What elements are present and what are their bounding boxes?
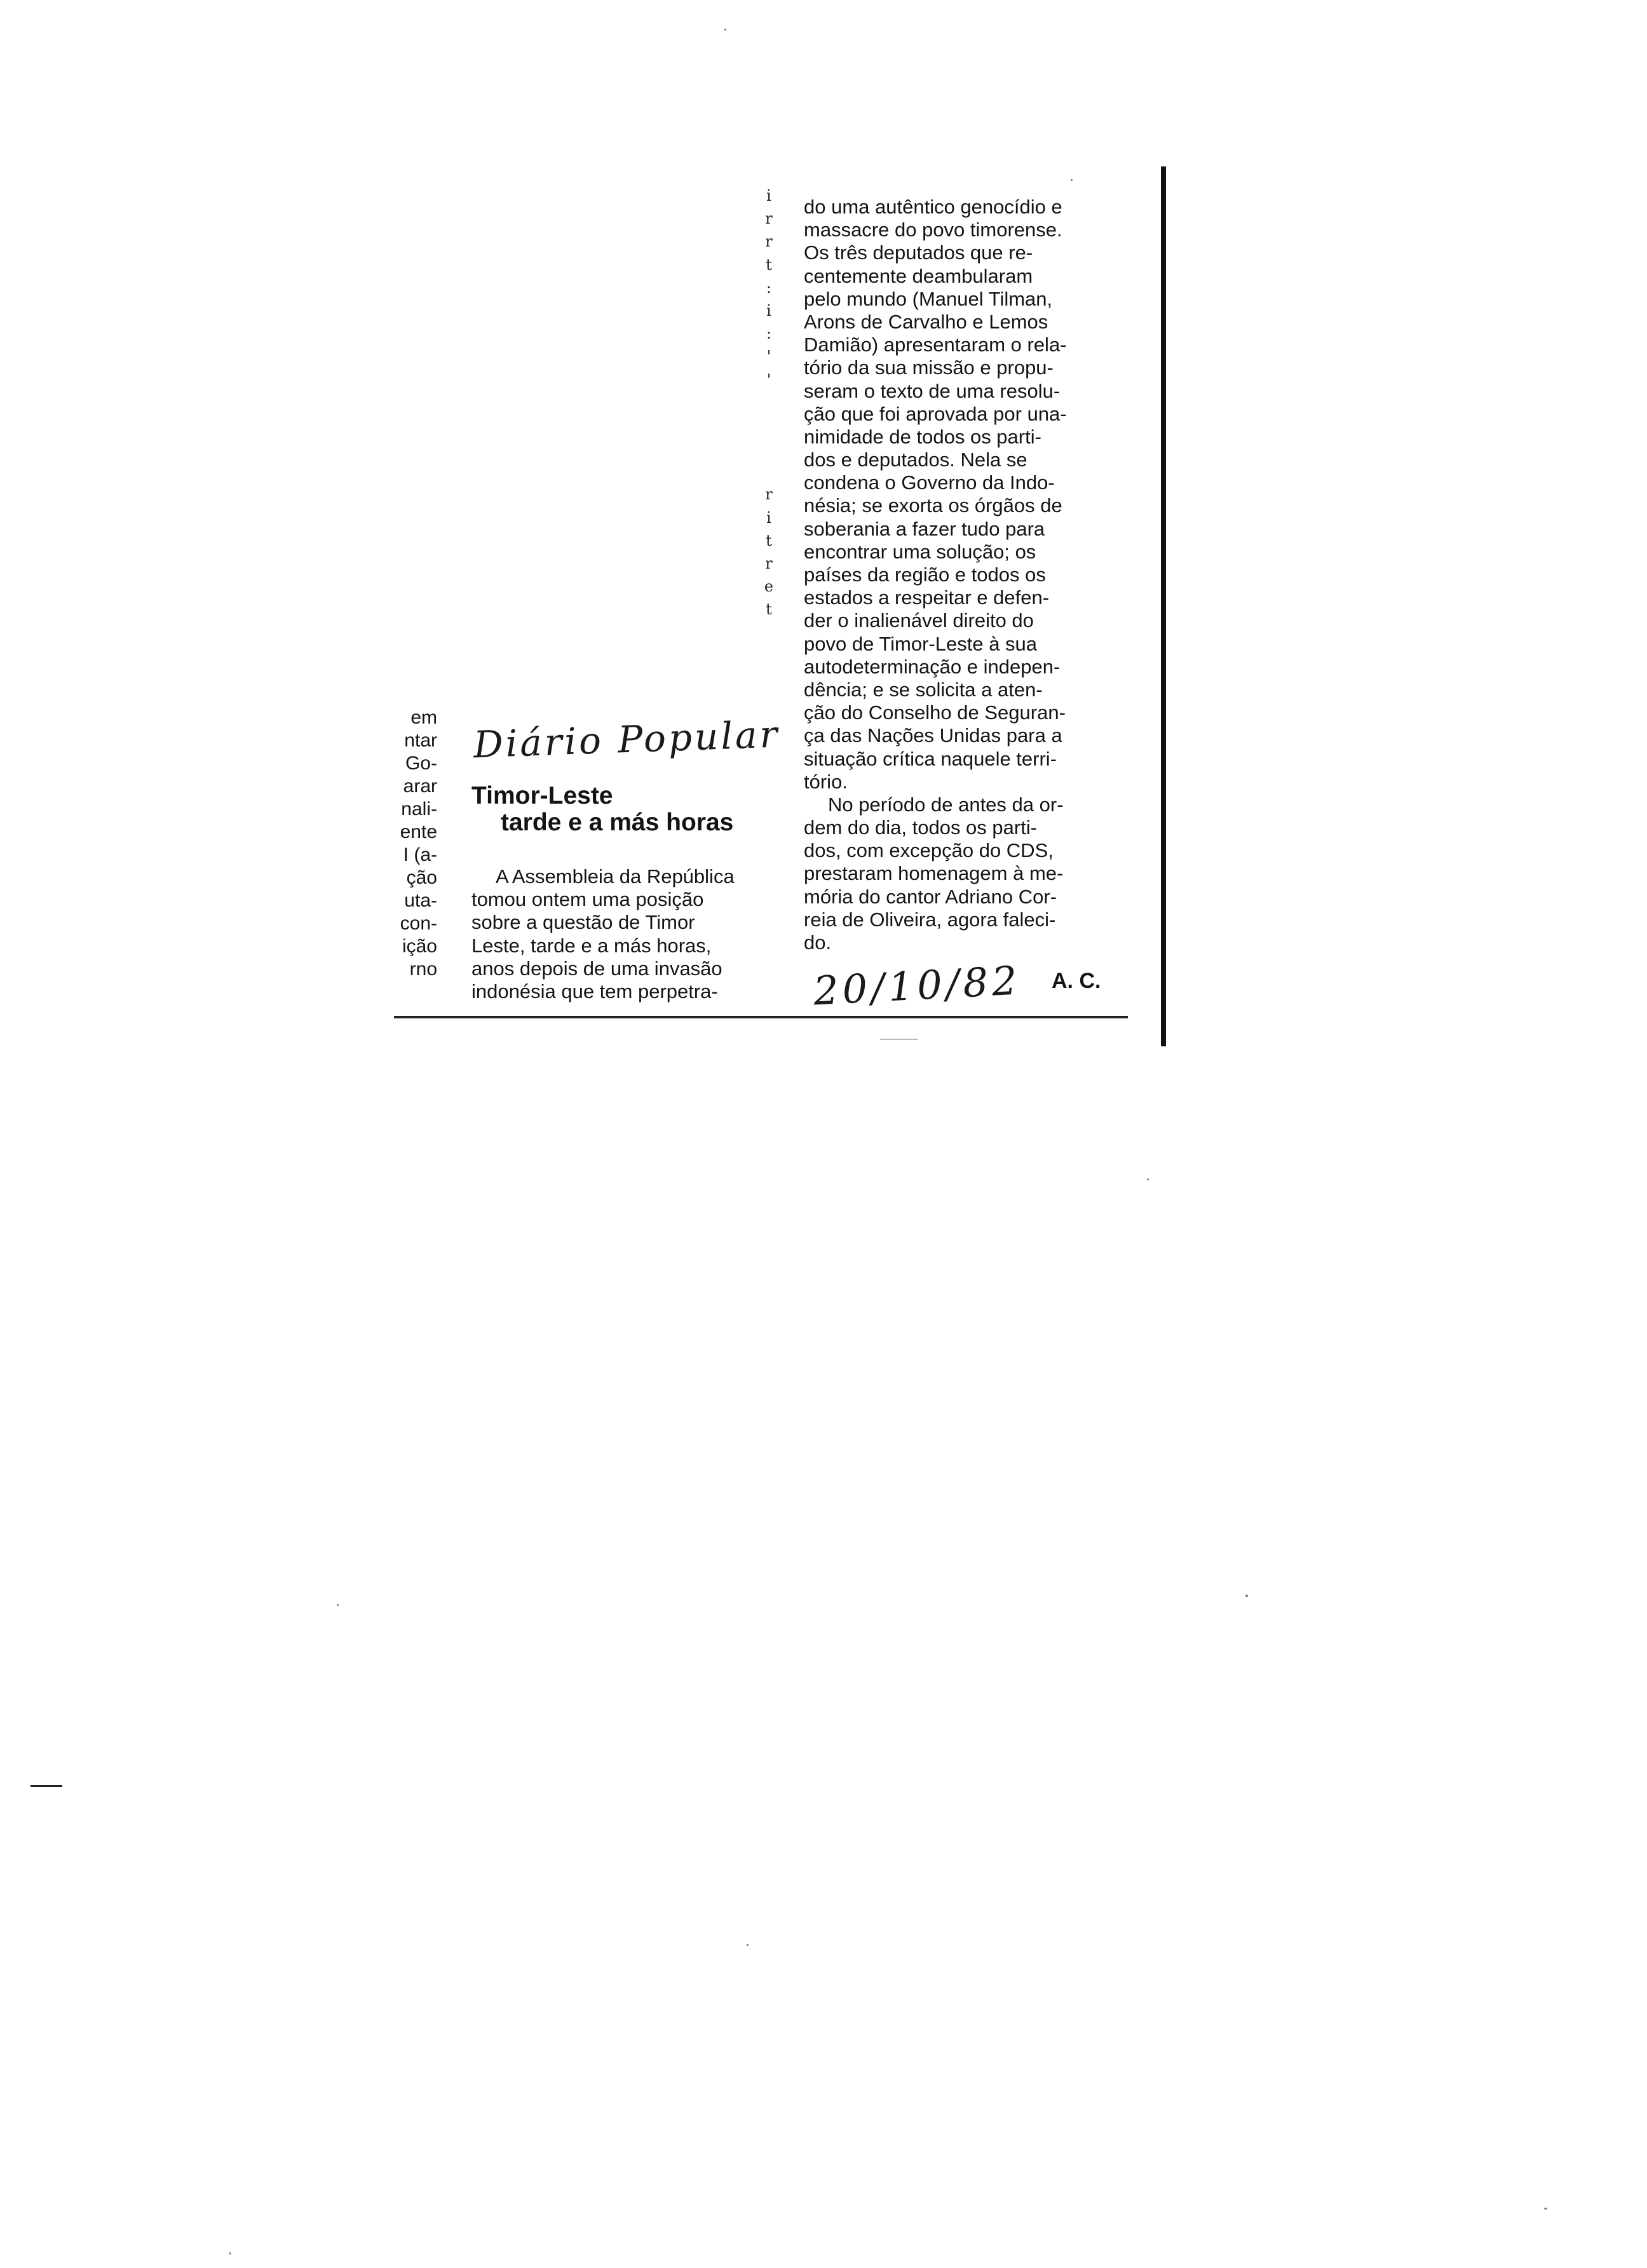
scan-speck [880, 1039, 918, 1040]
text-line: autodeterminação e indepen- [804, 655, 1061, 678]
text-line: do uma autêntico genocídio e [804, 196, 1062, 218]
text-line: No período de antes da or- [828, 793, 1064, 816]
scan-speck [337, 1604, 339, 1606]
scan-speck [1147, 1178, 1149, 1180]
edge-mark: e [764, 577, 774, 596]
masthead: Diário Popular [472, 712, 781, 767]
text-line: tório da sua missão e propu- [804, 356, 1054, 379]
text-line: nésia; se exorta os órgãos de [804, 494, 1062, 517]
fragment-line: em [410, 707, 437, 728]
text-line: soberania a fazer tudo para [804, 517, 1045, 540]
author-signature: A. C. [1052, 969, 1101, 993]
margin-dash [30, 1785, 62, 1787]
edge-mark: t [766, 531, 772, 550]
edge-mark [759, 437, 778, 460]
text-line: encontrar uma solução; os [804, 540, 1036, 563]
text-line: estados a respeitar e defen- [804, 586, 1050, 609]
edge-mark: i [766, 187, 771, 205]
fragment-line: ntar [404, 730, 437, 751]
edge-mark: i [766, 301, 771, 320]
article-column-left [471, 865, 780, 1003]
text-line: prestaram homenagem à me- [804, 862, 1064, 885]
fragment-line: ição [402, 936, 437, 957]
text-line: centemente deambularam [804, 264, 1033, 287]
text-line: povo de Timor-Leste à sua [804, 632, 1038, 655]
text-line: ção que foi aprovada por una- [804, 402, 1067, 425]
text-line: ça das Nações Unidas para a [804, 724, 1062, 747]
fragment-line: rno [409, 959, 437, 980]
text-line: der o inalienável direito do [804, 609, 1034, 632]
fragment-line: Go- [405, 753, 437, 774]
text-line: indonésia que tem perpetra- [471, 980, 718, 1002]
scan-speck [724, 29, 726, 30]
fragment-line: ente [400, 821, 437, 842]
text-line: seram o texto de uma resolu- [804, 379, 1061, 402]
text-line: anos depois de uma invasão [471, 957, 722, 980]
fragment-line: arar [403, 776, 437, 797]
handwritten-date: 20/10/82 [812, 957, 1022, 1015]
text-line: Leste, tarde e a más horas, [471, 934, 712, 957]
edge-mark: r [765, 485, 773, 504]
cut-column-fragments [388, 706, 437, 981]
edge-mark [759, 460, 778, 483]
vertical-column-rule [1161, 166, 1166, 1046]
bottom-rule [394, 1016, 1128, 1018]
text-line: situação crítica naquele terri- [804, 747, 1057, 770]
text-line: dos e deputados. Nela se [804, 449, 1027, 471]
scan-speck [1071, 179, 1073, 181]
scan-speck [1245, 1595, 1248, 1597]
scan-speck [229, 2252, 231, 2255]
scan-speck [1544, 2208, 1547, 2210]
fragment-line: ção [406, 867, 437, 888]
text-line: ção do Conselho de Seguran- [804, 701, 1066, 724]
edge-mark: ' [766, 370, 771, 389]
edge-mark: : [766, 278, 772, 297]
text-line: nimidade de todos os parti- [804, 425, 1041, 448]
text-line: países da região e todos os [804, 564, 1046, 586]
text-line: Arons de Carvalho e Lemos [804, 310, 1048, 333]
edge-mark: : [766, 325, 772, 343]
fragment-line: I (a- [403, 844, 437, 865]
edge-mark: r [765, 210, 773, 228]
text-line: dem do dia, todos os parti- [804, 816, 1038, 839]
text-line: massacre do povo timorense. [804, 219, 1062, 241]
fragment-line: con- [400, 913, 437, 934]
edge-mark: ' [766, 348, 771, 366]
headline-line-1: Timor-Leste [471, 782, 613, 809]
text-line: Damião) apresentaram o rela- [804, 334, 1067, 356]
text-line: pelo mundo (Manuel Tilman, [804, 287, 1053, 310]
edge-mark: r [765, 233, 773, 251]
text-line: dência; e se solicita a aten- [804, 678, 1043, 701]
edge-mark: i [766, 508, 771, 527]
fragment-line: nali- [401, 799, 437, 820]
edge-mark [759, 414, 778, 437]
edge-mark: t [766, 255, 772, 274]
edge-mark: r [765, 555, 773, 572]
text-line: mória do cantor Adriano Cor- [804, 885, 1057, 908]
text-line: A Assembleia da República [496, 865, 735, 888]
scan-speck [747, 1944, 749, 1946]
text-line: do. [804, 931, 832, 954]
text-line: tomou ontem uma posição [471, 888, 704, 911]
edge-mark: t [766, 600, 772, 619]
text-line: condena o Governo da Indo- [804, 471, 1055, 494]
text-line: Os três deputados que re- [804, 241, 1033, 264]
edge-mark [759, 391, 778, 414]
text-line: dos, com excepção do CDS, [804, 839, 1054, 862]
fragment-line: uta- [404, 890, 437, 911]
text-line: tório. [804, 770, 848, 793]
cut-edge-marks [759, 184, 778, 621]
text-line: reia de Oliveira, agora faleci- [804, 908, 1056, 931]
text-line: sobre a questão de Timor [471, 911, 695, 934]
article-column-right [804, 196, 1134, 954]
headline-line-2: tarde e a más horas [501, 809, 734, 836]
